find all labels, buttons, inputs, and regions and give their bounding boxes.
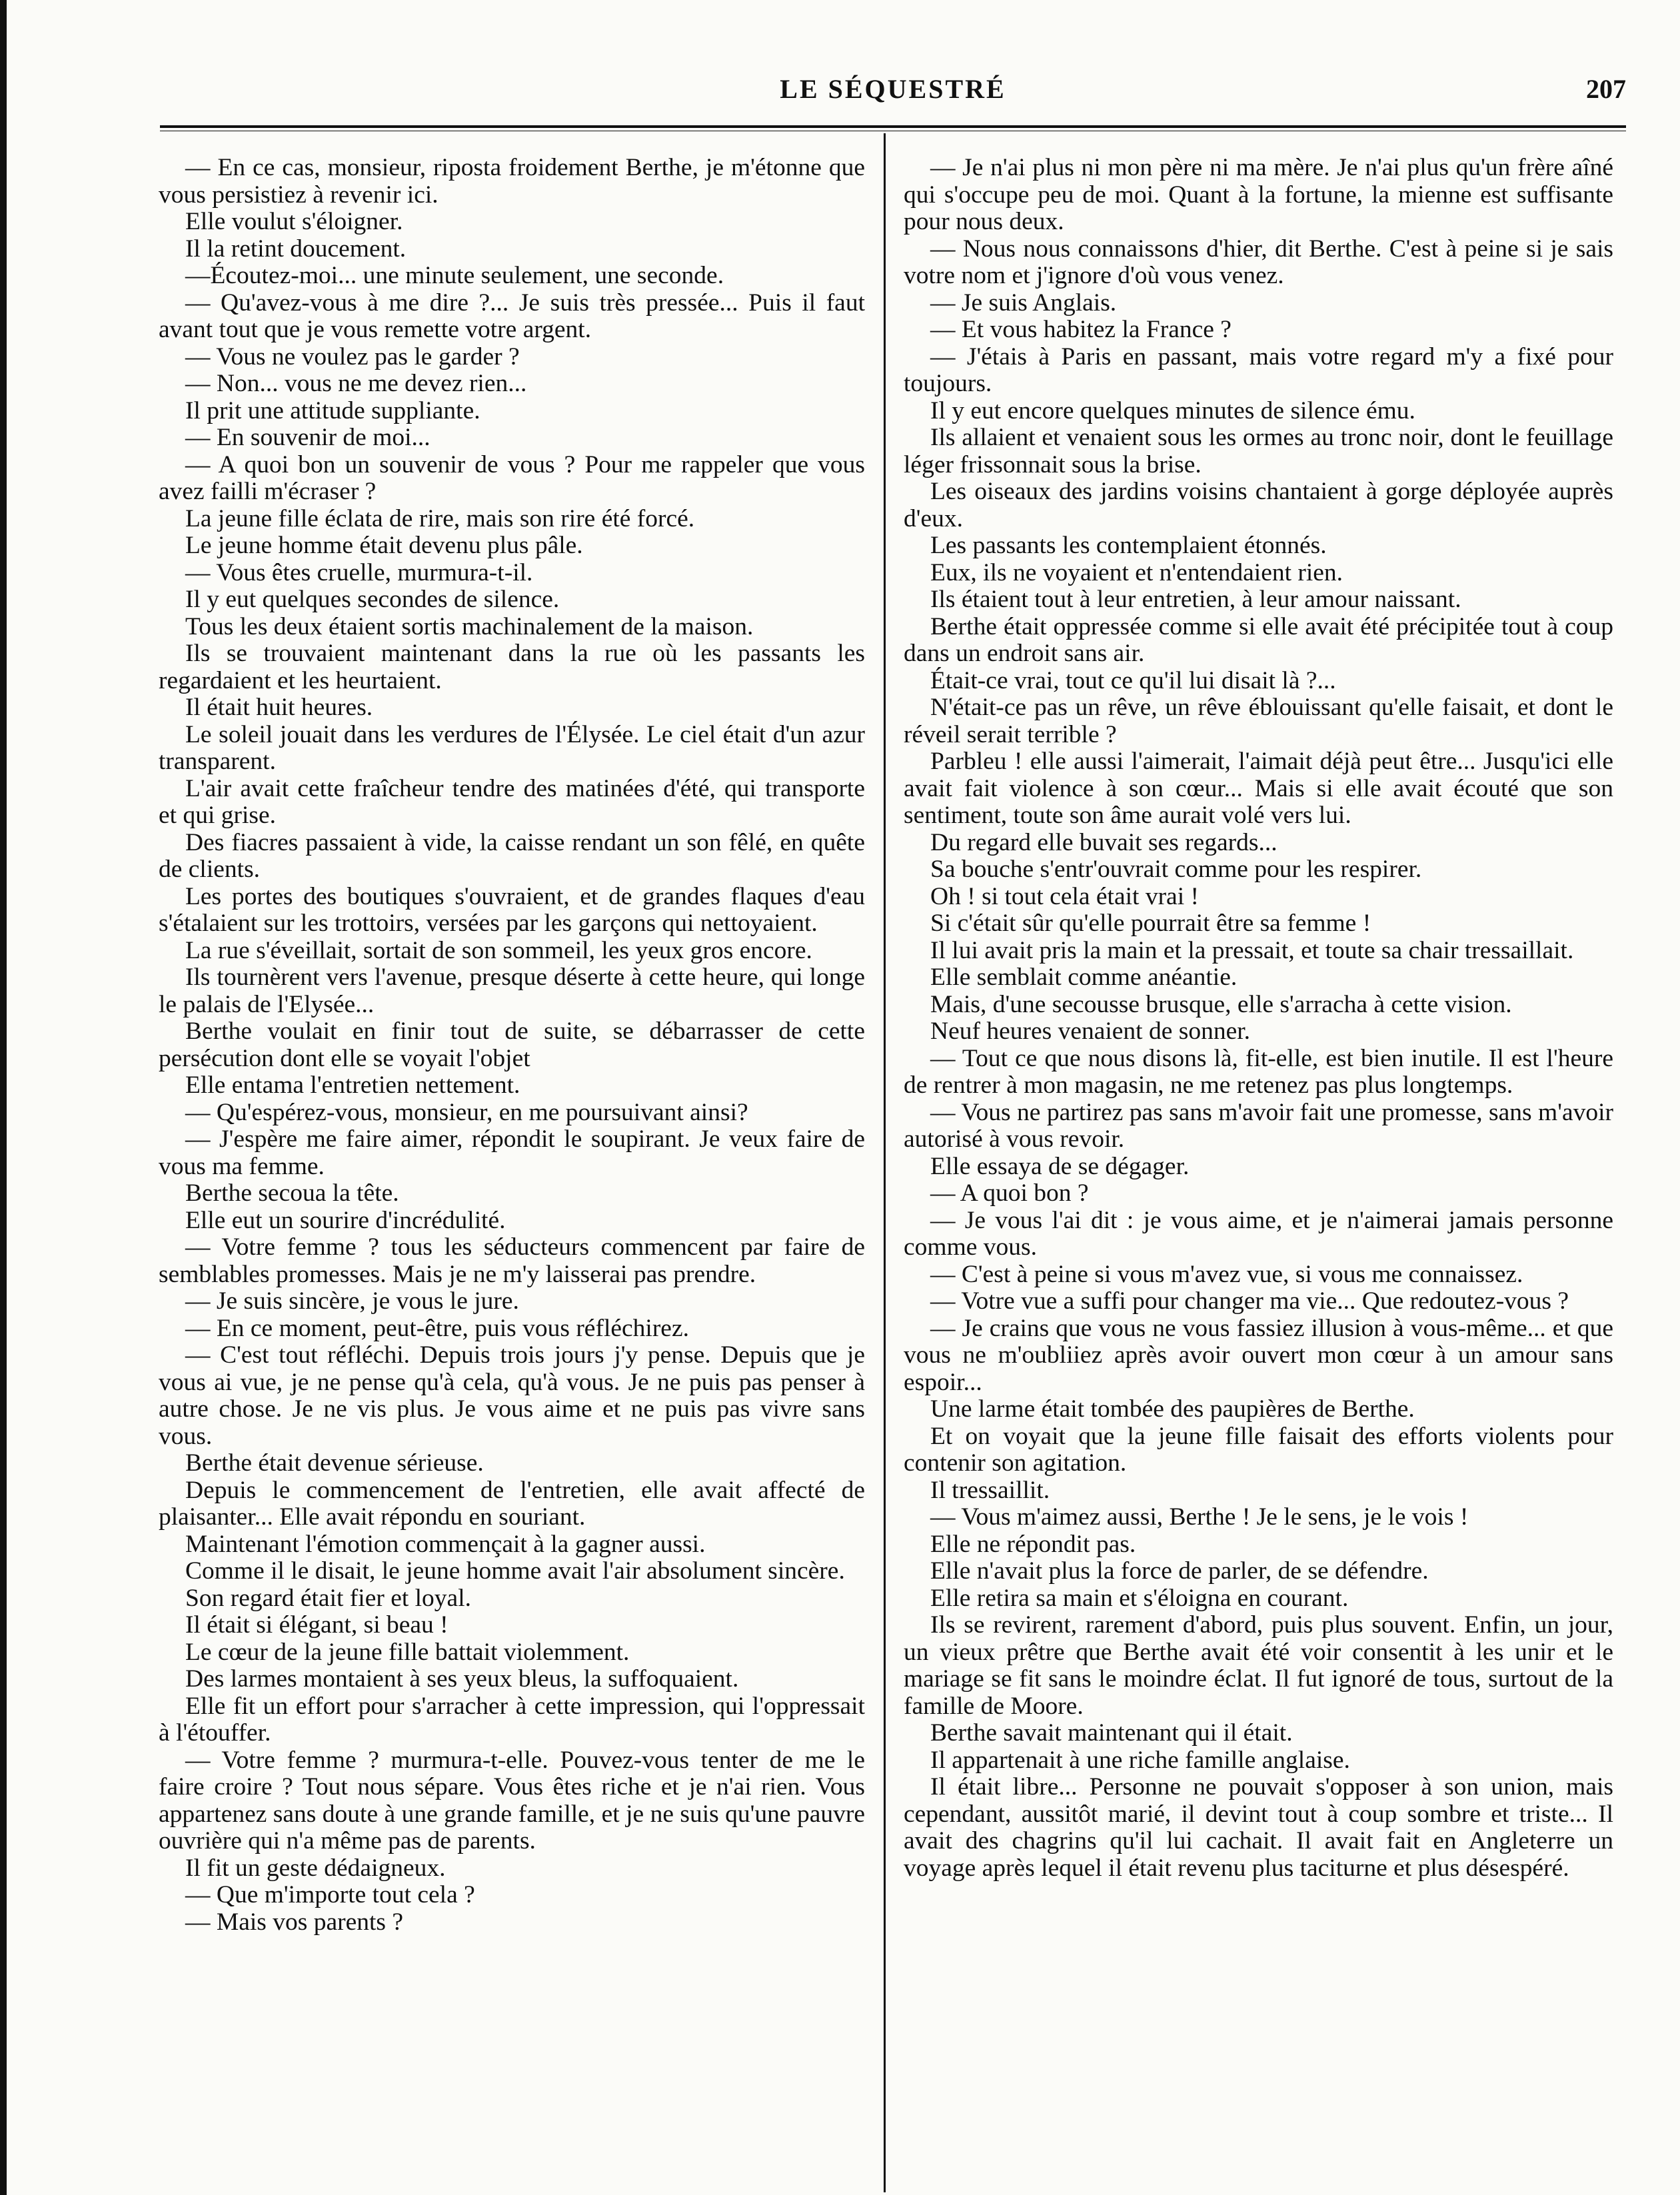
paragraph: Une larme était tombée des paupières de Berthe. — [930, 1395, 1415, 1423]
paragraph: Il était huit heures. — [185, 694, 373, 721]
paragraph: Il tressaillit. — [930, 1476, 1050, 1504]
paragraph: Si c'était sûr qu'elle pourrait être sa femme ! — [930, 910, 1371, 937]
paragraph: Ils allaient et venaient sous les ormes au tronc noir, dont le feuillage léger frissonnait sous la brise. — [904, 424, 1613, 478]
header-rule — [160, 125, 1626, 128]
paragraph: Des larmes montaient à ses yeux bleus, la suffoquaient. — [185, 1665, 739, 1693]
paragraph: — Votre vue a suffi pour changer ma vie... Que redoutez-vous ? — [930, 1287, 1569, 1315]
paragraph: Berthe secoua la tête. — [185, 1179, 399, 1207]
paragraph: Tous les deux étaient sortis machinalement de la maison. — [185, 612, 754, 640]
paragraph: — Votre femme ? tous les séducteurs commencent par faire de semblables promesses. Mais je ne m'y laisserai pas prendre. — [159, 1233, 865, 1288]
paragraph: Comme il le disait, le jeune homme avait l'air absolument sincère. — [185, 1557, 845, 1585]
paragraph: Elle essaya de se dégager. — [930, 1152, 1190, 1180]
paragraph: Les passants les contemplaient étonnés. — [930, 532, 1327, 559]
paragraph: — Que m'importe tout cela ? — [185, 1881, 475, 1908]
paragraph: — J'étais à Paris en passant, mais votre regard m'y a fixé pour toujours. — [904, 343, 1613, 397]
right-text-column — [904, 155, 1613, 2180]
left-text-column — [159, 155, 865, 2180]
paragraph: N'était-ce pas un rêve, un rêve éblouissant qu'elle faisait, et dont le réveil serait terrible ? — [904, 694, 1613, 748]
paragraph: Le jeune homme était devenu plus pâle. — [185, 532, 583, 559]
column-divider — [884, 133, 886, 2192]
paragraph: Ils tournèrent vers l'avenue, presque déserte à cette heure, qui longe le palais de l'Elysée... — [159, 964, 865, 1018]
paragraph: Était-ce vrai, tout ce qu'il lui disait là ?... — [930, 666, 1336, 694]
paragraph: Eux, ils ne voyaient et n'entendaient rien. — [930, 558, 1343, 586]
paragraph: — Je vous l'ai dit : je vous aime, et je n'aimerai jamais personne comme vous. — [904, 1206, 1613, 1261]
paragraph: — Nous nous connaissons d'hier, dit Berthe. C'est à peine si je sais votre nom et j'ignore d'où vous venez. — [904, 235, 1613, 289]
paragraph: Berthe était devenue sérieuse. — [185, 1449, 484, 1477]
paragraph: Il appartenait à une riche famille anglaise. — [930, 1746, 1350, 1774]
paragraph: Le soleil jouait dans les verdures de l'Élysée. Le ciel était d'un azur transparent. — [159, 720, 865, 775]
paragraph: Elle eut un sourire d'incrédulité. — [185, 1206, 506, 1234]
paragraph: Berthe était oppressée comme si elle avait été précipitée tout à coup dans un endroit sans air. — [904, 612, 1613, 667]
paragraph: Ils étaient tout à leur entretien, à leur amour naissant. — [930, 586, 1461, 613]
paragraph: — Je crains que vous ne vous fassiez illusion à vous-même... et que vous ne m'oubliiez après avoir ouvert mon cœur à un amour sans espoir... — [904, 1314, 1613, 1396]
paragraph: — A quoi bon un souvenir de vous ? Pour me rappeler que vous avez failli m'écraser ? — [159, 450, 865, 505]
paragraph: — En ce cas, monsieur, riposta froidement Berthe, je m'étonne que vous persistiez à revenir ici. — [159, 155, 865, 209]
paragraph: — Vous ne voulez pas le garder ? — [185, 343, 520, 370]
paragraph: — Votre femme ? murmura-t-elle. Pouvez-vous tenter de me le faire croire ? Tout nous sépare. Vous êtes riche et je n'ai rien. Vous appartenez sans doute à une grande famille, et je ne suis qu'une pauvre ouvrière qui n'a même pas de parents. — [159, 1746, 865, 1854]
paragraph: Elle entama l'entretien nettement. — [185, 1072, 520, 1099]
running-title: LE SÉQUESTRÉ — [780, 74, 1006, 104]
paragraph: Les portes des boutiques s'ouvraient, et de grandes flaques d'eau s'étalaient sur les trottoirs, versées par les garçons qui nettoyaient. — [159, 882, 865, 937]
paragraph: — Vous ne partirez pas sans m'avoir fait une promesse, sans m'avoir autorisé à vous revoir. — [904, 1098, 1613, 1153]
paragraph: — En souvenir de moi... — [185, 424, 430, 451]
paragraph: L'air avait cette fraîcheur tendre des matinées d'été, qui transporte et qui grise. — [159, 774, 865, 829]
paragraph: Il était si élégant, si beau ! — [185, 1611, 448, 1639]
paragraph: Il la retint doucement. — [185, 235, 407, 263]
paragraph: — Mais vos parents ? — [185, 1908, 404, 1936]
page-edge-shadow — [0, 0, 7, 2195]
paragraph: Les oiseaux des jardins voisins chantaient à gorge déployée auprès d'eux. — [904, 478, 1613, 532]
paragraph: Il était libre... Personne ne pouvait s'opposer à son union, mais cependant, aussitôt marié, il devint tout à coup sombre et triste... Il avait des chagrins qu'il lui cachait. Il avait fait en Angleterre un voyage après lequel il était revenu plus taciturne et plus désespéré. — [904, 1773, 1613, 1882]
paragraph: Elle retira sa main et s'éloigna en courant. — [930, 1584, 1349, 1612]
paragraph: Oh ! si tout cela était vrai ! — [930, 882, 1199, 910]
paragraph: Ils se revirent, rarement d'abord, puis plus souvent. Enfin, un jour, un vieux prêtre que Berthe avait été voir consentit à les unir et le mariage se fit sans le moindre éclat. Il fut ignoré de tous, surtout de la famille de Moore. — [904, 1611, 1613, 1720]
paragraph: Il y eut encore quelques minutes de silence ému. — [930, 396, 1415, 424]
paragraph: Parbleu ! elle aussi l'aimerait, l'aimait déjà peut être... Jusqu'ici elle avait fait violence à son cœur... Mais si elle avait écouté que son sentiment, toute son âme aurait volé vers lui. — [904, 748, 1613, 829]
paragraph: Et on voyait que la jeune fille faisait des efforts violents pour contenir son agitation. — [904, 1422, 1613, 1477]
paragraph: Maintenant l'émotion commençait à la gagner aussi. — [185, 1530, 706, 1558]
paragraph: Il prit une attitude suppliante. — [185, 396, 480, 424]
paragraph: Sa bouche s'entr'ouvrait comme pour les respirer. — [930, 856, 1422, 883]
paragraph: Berthe voulait en finir tout de suite, se débarrasser de cette persécution dont elle se voyait l'objet — [159, 1018, 865, 1072]
paragraph: La rue s'éveillait, sortait de son sommeil, les yeux gros encore. — [185, 936, 812, 964]
paragraph: Il fit un geste dédaigneux. — [185, 1854, 446, 1882]
paragraph: Son regard était fier et loyal. — [185, 1584, 471, 1612]
paragraph: — Et vous habitez la France ? — [930, 316, 1232, 343]
paragraph: Berthe savait maintenant qui il était. — [930, 1719, 1293, 1747]
paragraph: — En ce moment, peut-être, puis vous réfléchirez. — [185, 1314, 689, 1342]
paragraph: — Je suis sincère, je vous le jure. — [185, 1287, 519, 1315]
paragraph: La jeune fille éclata de rire, mais son rire été forcé. — [185, 504, 695, 532]
paragraph: — Je n'ai plus ni mon père ni ma mère. Je n'ai plus qu'un frère aîné qui s'occupe peu de moi. Quant à la fortune, la mienne est suffisante pour nous deux. — [904, 155, 1613, 235]
paragraph: — Vous êtes cruelle, murmura-t-il. — [185, 558, 533, 586]
page-number: 207 — [1586, 74, 1626, 104]
paragraph: Depuis le commencement de l'entretien, elle avait affecté de plaisanter... Elle avait répondu en souriant. — [159, 1476, 865, 1531]
paragraph: Ils se trouvaient maintenant dans la rue où les passants les regardaient et les heurtaient. — [159, 640, 865, 694]
paragraph: — Qu'espérez-vous, monsieur, en me poursuivant ainsi? — [185, 1098, 748, 1126]
paragraph: — Tout ce que nous disons là, fit-elle, est bien inutile. Il est l'heure de rentrer à mon magasin, ne me retenez pas plus longtemps. — [904, 1044, 1613, 1099]
paragraph: Mais, d'une secousse brusque, elle s'arracha à cette vision. — [930, 990, 1512, 1018]
paragraph: — Vous m'aimez aussi, Berthe ! Je le sens, je le vois ! — [930, 1503, 1469, 1531]
paragraph: — A quoi bon ? — [930, 1179, 1089, 1207]
paragraph: — C'est tout réfléchi. Depuis trois jours j'y pense. Depuis que je vous ai vue, je ne pense qu'à cela, qu'à vous. Je ne puis pas penser à autre chose. Je ne vis plus. Je vous aime et ne puis pas vivre sans vous. — [159, 1341, 865, 1450]
paragraph: — Qu'avez-vous à me dire ?... Je suis très pressée... Puis il faut avant tout que je vous remette votre argent. — [159, 289, 865, 343]
paragraph: Elle fit un effort pour s'arracher à cette impression, qui l'oppressait à l'étouffer. — [159, 1692, 865, 1747]
paragraph: — J'espère me faire aimer, répondit le soupirant. Je veux faire de vous ma femme. — [159, 1125, 865, 1180]
paragraph: Elle semblait comme anéantie. — [930, 964, 1238, 991]
paragraph: —Écoutez-moi... une minute seulement, une seconde. — [185, 262, 724, 289]
paragraph: Du regard elle buvait ses regards... — [930, 828, 1277, 856]
paragraph: Elle voulut s'éloigner. — [185, 208, 403, 235]
paragraph: Il y eut quelques secondes de silence. — [185, 586, 560, 613]
paragraph: Le cœur de la jeune fille battait violemment. — [185, 1638, 630, 1666]
paragraph: Des fiacres passaient à vide, la caisse rendant un son fêlé, en quête de clients. — [159, 828, 865, 883]
paragraph: Il lui avait pris la main et la pressait, et toute sa chair tressaillait. — [930, 936, 1574, 964]
paragraph: — C'est à peine si vous m'avez vue, si vous me connaissez. — [930, 1260, 1523, 1288]
paragraph: — Je suis Anglais. — [930, 289, 1117, 317]
paragraph: Elle ne répondit pas. — [930, 1530, 1136, 1558]
paragraph: — Non... vous ne me devez rien... — [185, 370, 527, 397]
paragraph: Neuf heures venaient de sonner. — [930, 1018, 1251, 1045]
paragraph: Elle n'avait plus la force de parler, de se défendre. — [930, 1557, 1429, 1585]
running-header — [160, 73, 1626, 120]
